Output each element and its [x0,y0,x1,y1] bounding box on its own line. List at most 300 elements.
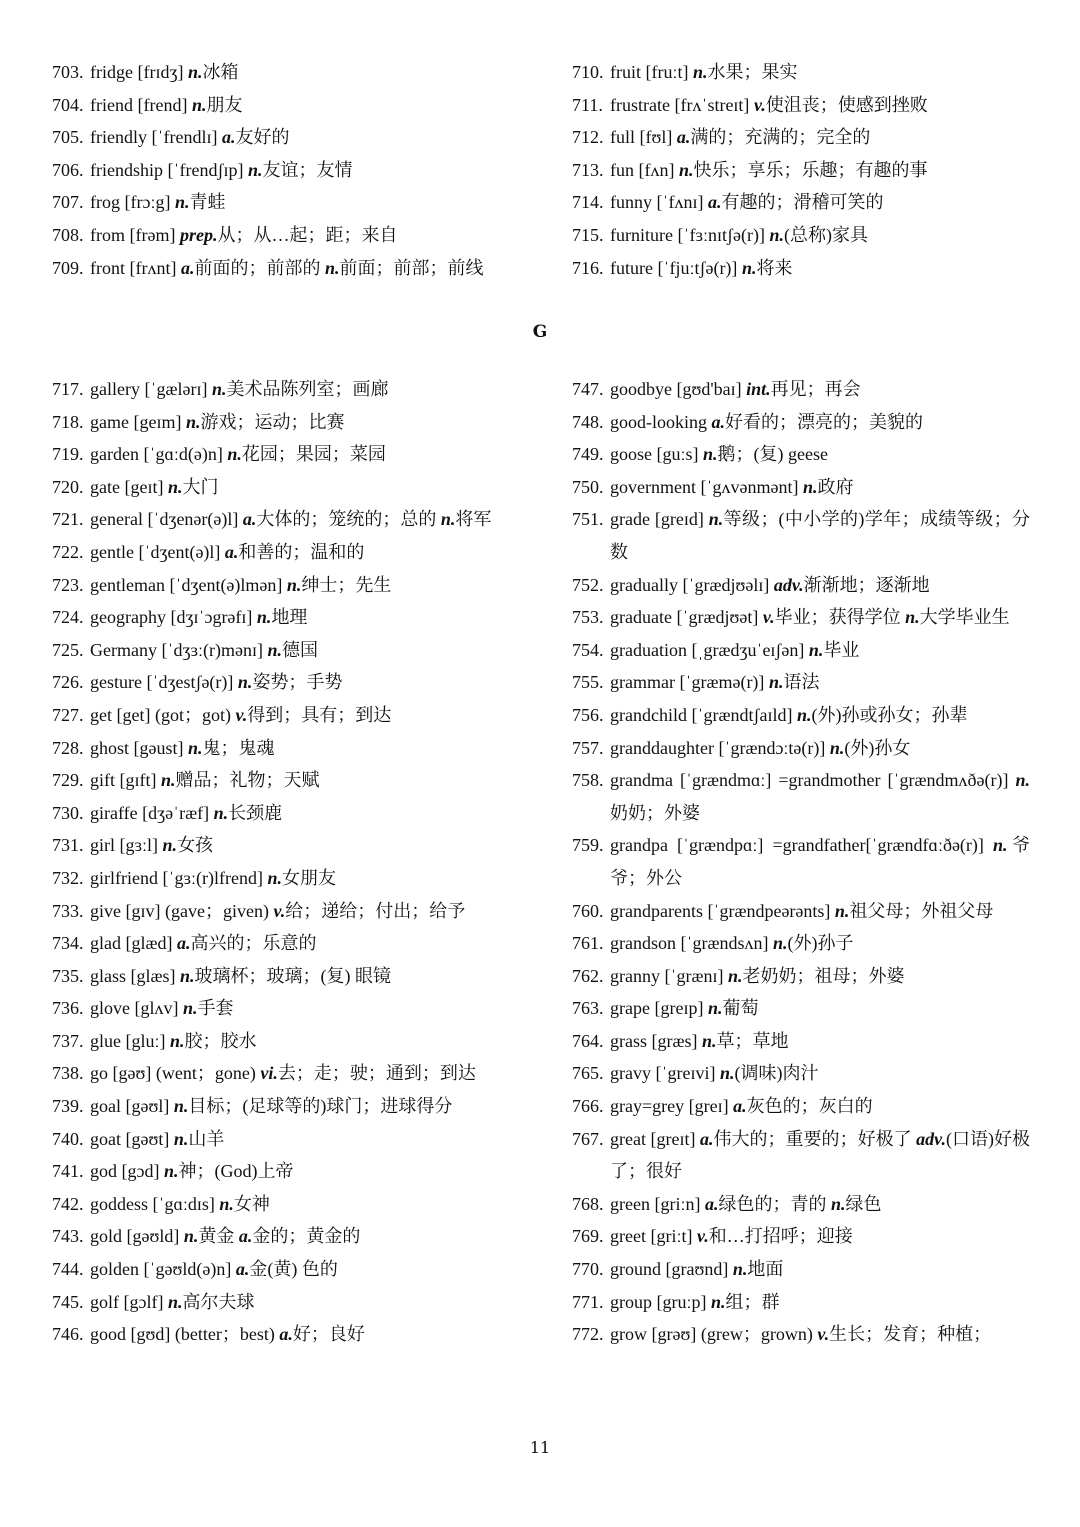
definition-text: 给；递给；付出；给予 [285,900,466,921]
entry-item [52,829,508,862]
part-of-speech: a. [224,541,239,562]
entry-number: 723. [52,574,84,595]
definition-text: 女朋友 [282,867,336,888]
entry-number: 711. [572,94,603,115]
entry-item [52,438,508,471]
entry-word-phonetic: ghost [gəust] [90,737,188,758]
entry-word-phonetic: grandchild [ˈgrændtʃaɪld] [610,704,797,725]
definition-text: 政府 [817,476,854,497]
entry-item [572,601,1030,634]
entry-word-phonetic: fun [fʌn] [610,159,679,180]
definition-text: 渐渐地；逐渐地 [803,574,930,595]
definition-text: 将军 [455,509,492,530]
entry-number: 758. [572,770,604,791]
definition-text: 黄金 [198,1226,239,1247]
entry-number: 735. [52,965,84,986]
definition-text: 好看的；漂亮的；美貌的 [725,411,923,432]
entry-word-phonetic: great [greɪt] [610,1128,700,1149]
entry-word-phonetic: grammar [ˈgræmə(r)] [610,672,769,693]
entry-item [52,732,508,765]
definition-text: 青蛙 [189,192,226,213]
entry-item [52,1090,508,1123]
part-of-speech: a. [704,1193,719,1214]
entry-number: 747. [572,379,604,399]
entry-item [52,219,508,252]
entry-number: 761. [572,933,604,954]
definition-text: 语法 [783,672,820,693]
section-heading: G [532,322,548,342]
part-of-speech: n. [160,770,176,791]
part-of-speech: a. [242,509,257,530]
part-of-speech: n. [267,867,282,888]
entry-item [52,536,508,569]
entry-item [572,927,1030,960]
entry-number: 740. [52,1128,84,1149]
entry-number: 742. [52,1193,84,1214]
part-of-speech: n. [188,737,203,758]
entry-item [52,503,508,536]
part-of-speech: n. [727,965,743,986]
definition-text: 前面的；前部的 [194,257,325,278]
entry-word-phonetic: graduation [ˌgrædʒuˈeɪʃən] [610,639,809,660]
entry-item [572,634,1030,667]
definition-text: 绿色 [845,1193,882,1214]
entry-number: 718. [52,411,84,432]
part-of-speech: n. [247,159,263,180]
definition-text: 游戏；运动；比赛 [200,411,345,432]
entry-number: 771. [572,1291,604,1312]
entry-number: 715. [572,224,604,245]
entry-word-phonetic: gentleman [ˈdʒent(ə)lmən] [90,574,287,595]
part-of-speech: n. [678,159,694,180]
entry-number: 710. [572,62,604,82]
entry-number: 767. [572,1128,604,1149]
entry-number: 712. [572,127,604,148]
entry-word-phonetic: girlfriend [ˈgɜː(r)lfrend] [90,867,268,888]
entry-word-phonetic: gravy [ˈgreɪvi] [610,1063,720,1084]
part-of-speech: n. [286,574,302,595]
definition-text: 姿势；手势 [252,672,343,693]
entry-item [572,829,1030,894]
definition-text: 和…打招呼；迎接 [708,1226,853,1247]
part-of-speech: a. [238,1226,253,1247]
definition-text: 大体的；笼统的；总的 [256,509,441,530]
definition-text: 高尔夫球 [182,1291,255,1312]
entry-number: 734. [52,933,84,954]
entry-number: 743. [52,1226,84,1247]
entry-word-phonetic: granddaughter [ˈgrændɔːtə(r)] [610,737,830,758]
definition-text: 花园；果园；菜园 [241,444,386,465]
entry-word-phonetic: grass [græs] [610,1030,702,1051]
entry-word-phonetic: full [fʊl] [610,127,677,148]
entry-item [572,895,1030,928]
entry-number: 736. [52,998,84,1019]
part-of-speech: n. [174,192,190,213]
part-of-speech: n. [162,835,178,856]
entry-word-phonetic: game [geɪm] [90,411,186,432]
part-of-speech: n. [167,1291,183,1312]
definition-text: 满的；充满的；完全的 [690,127,871,148]
entry-item [52,56,508,89]
entry-word-phonetic: golden [ˈgəʊld(ə)n] [90,1259,236,1280]
part-of-speech: n. [211,379,227,399]
entry-word-phonetic: geography [dʒɪˈɔgrəfɪ] [90,607,257,628]
part-of-speech: n. [324,257,340,278]
part-of-speech: n. [834,900,850,921]
entry-number: 704. [52,94,84,115]
entry-number: 760. [572,900,604,921]
entry-item [52,1318,508,1351]
entry-number: 731. [52,835,84,856]
entry-item [52,895,508,928]
entry-number: 770. [572,1259,604,1280]
entry-word-phonetic: future [ˈfjuːtʃə(r)] [610,257,742,278]
part-of-speech: adv. [916,1128,946,1149]
part-of-speech: n. [710,1291,726,1312]
entry-word-phonetic: good-looking [610,411,712,432]
part-of-speech: n. [169,1030,185,1051]
entry-item [572,89,1030,122]
part-of-speech: a. [235,1259,250,1280]
entry-item [572,992,1030,1025]
definition-text: 将来 [756,257,793,278]
definition-text: 灰色的；灰白的 [746,1096,873,1117]
entry-number: 748. [572,411,604,432]
entry-item [52,1057,508,1090]
entry-word-phonetic: frustrate [frʌˈstreɪt] [610,94,754,115]
entry-item [572,1318,1030,1351]
entry-number: 745. [52,1291,84,1312]
entry-item [572,1025,1030,1058]
part-of-speech: n. [768,672,784,693]
entry-item [52,186,508,219]
part-of-speech: n. [191,94,207,115]
entry-number: 751. [572,509,604,530]
entry-item [52,1253,508,1286]
entry-number: 765. [572,1063,604,1084]
entry-number: 717. [52,379,84,399]
part-of-speech: a. [221,127,236,148]
definition-text: 高兴的；乐意的 [190,933,317,954]
entry-number: 762. [572,965,604,986]
entry-item [572,219,1030,252]
entry-word-phonetic: garden [ˈgɑːd(ə)n] [90,444,228,465]
entry-item [572,503,1030,568]
part-of-speech: v. [235,704,248,725]
entry-number: 719. [52,444,84,465]
entry-item [52,764,508,797]
entry-item [572,438,1030,471]
entry-word-phonetic: greet [griːt] [610,1226,697,1247]
definition-text: 美术品陈列室；画廊 [226,379,389,399]
definition-text: (外)孙女 [844,737,911,758]
entry-word-phonetic: ground [graʊnd] [610,1259,733,1280]
entry-number: 757. [572,737,604,758]
entry-number: 755. [572,672,604,693]
entry-number: 716. [572,257,604,278]
entry-word-phonetic: goose [guːs] [610,444,703,465]
entry-item [572,1286,1030,1319]
definition-text: 胶；胶水 [184,1030,257,1051]
part-of-speech: n. [796,704,812,725]
entry-number: 721. [52,509,84,530]
entry-word-phonetic: glove [glʌv] [90,998,183,1019]
entry-item [52,373,508,406]
entry-item [572,732,1030,765]
part-of-speech: n. [702,1030,717,1051]
entry-item [52,699,508,732]
entry-word-phonetic: friendship [ˈfrendʃɪp] [90,159,248,180]
definition-text: 葡萄 [722,998,759,1019]
entry-word-phonetic: girl [gɜːl] [90,835,163,856]
entry-number: 739. [52,1096,84,1117]
entry-number: 752. [572,574,604,595]
entry-number: 708. [52,224,84,245]
part-of-speech: n. [182,998,198,1019]
part-of-speech: adv. [773,574,804,595]
entry-number: 725. [52,639,84,660]
part-of-speech: n. [227,444,242,465]
entry-word-phonetic: glass [glæs] [90,965,180,986]
entry-item [572,1188,1030,1221]
entry-word-phonetic: gray=grey [greɪ] [610,1096,734,1117]
entry-number: 720. [52,476,84,497]
part-of-speech: n. [173,1096,189,1117]
entry-number: 729. [52,770,84,791]
part-of-speech: v. [273,900,286,921]
entry-number: 706. [52,159,84,180]
entry-word-phonetic: front [frʌnt] [90,257,181,278]
entry-item [572,1090,1030,1123]
entry-word-phonetic: giraffe [dʒəˈræf] [90,802,214,823]
entry-number: 763. [572,998,604,1019]
entry-item [52,406,508,439]
entry-item [52,666,508,699]
entry-item [572,56,1030,89]
definition-text: 友谊；友情 [262,159,353,180]
entry-number: 730. [52,802,84,823]
entry-number: 705. [52,127,84,148]
entry-number: 772. [572,1324,604,1345]
part-of-speech: n. [692,62,708,82]
definition-text: (外)孙子 [787,933,854,954]
entry-item [52,471,508,504]
entry-item [572,1220,1030,1253]
definition-text: 从；从…起；距；来自 [217,224,398,245]
entry-word-phonetic: gift [gɪft] [90,770,161,791]
entry-word-phonetic: gradually [ˈgrædjʊəlɪ] [610,574,774,595]
definition-text: 毕业 [823,639,860,660]
entry-word-phonetic: graduate [ˈgrædjʊət] [610,607,763,628]
definition-text: 德国 [282,639,318,660]
entry-number: 753. [572,607,604,628]
part-of-speech: n. [708,509,724,530]
entry-number: 756. [572,704,604,725]
definition-text: 祖父母；外祖父母 [849,900,994,921]
entry-word-phonetic: general [ˈdʒenər(ə)l] [90,509,243,530]
entry-word-phonetic: go [gəʊ] (went；gone) [90,1063,261,1084]
entry-number: 750. [572,476,604,497]
definition-text: 女神 [233,1193,270,1214]
definition-text: 再见；再会 [770,379,861,399]
part-of-speech: a. [711,411,725,432]
entry-number: 726. [52,672,84,693]
part-of-speech: a. [279,1324,293,1345]
entry-item [572,1123,1030,1188]
entry-word-phonetic: gesture [ˈdʒestʃə(r)] [90,672,238,693]
entry-word-phonetic: goddess [ˈgɑːdɪs] [90,1193,220,1214]
entry-item [52,960,508,993]
entry-number: 759. [572,835,604,856]
definition-text: 女孩 [177,835,214,856]
entry-word-phonetic: grow [grəʊ] (grew；grown) [610,1324,818,1345]
entry-item [52,992,508,1025]
definition-text: 鬼；鬼魂 [202,737,275,758]
entries-column-top-left [52,56,508,284]
entry-item [52,797,508,830]
definition-text: 生长；发育；种植； [829,1324,992,1345]
definition-text: 老奶奶；祖母；外婆 [742,965,905,986]
part-of-speech: n. [830,1193,846,1214]
entry-number: 738. [52,1063,84,1084]
entry-item [52,89,508,122]
part-of-speech: n. [769,224,784,245]
entry-item [52,862,508,895]
entry-word-phonetic: fridge [frɪdʒ] [90,62,188,82]
entry-item [572,960,1030,993]
definition-text: 手套 [197,998,234,1019]
definition-text: (调味)肉汁 [734,1063,819,1084]
definition-text: 大学毕业生 [919,607,1010,628]
definition-text: 快乐；享乐；乐趣；有趣的事 [693,159,928,180]
definition-text: 等级；(中小学的)学年；成绩等级；分数 [610,509,1030,562]
definition-text: (口语)好极了；很好 [610,1128,1031,1182]
part-of-speech: n. [741,257,757,278]
entry-word-phonetic: gentle [ˈdʒent(ə)l] [90,541,225,562]
entry-word-phonetic: glad [glæd] [90,933,177,954]
part-of-speech: n. [183,1226,199,1247]
entries-column-top-right [572,56,1030,284]
part-of-speech: n. [180,965,195,986]
part-of-speech: n. [802,476,818,497]
definition-text: (总称)家具 [784,224,868,245]
entry-word-phonetic: funny [ˈfʌnɪ] [610,192,708,213]
part-of-speech: n. [267,639,282,660]
entry-item [52,252,508,285]
part-of-speech: vi. [260,1063,278,1084]
entry-number: 741. [52,1161,84,1182]
entry-item [572,406,1030,439]
entry-word-phonetic: grandparents [ˈgrændpeərənts] [610,900,835,921]
part-of-speech: a. [707,192,722,213]
part-of-speech: n. [256,607,272,628]
definition-text: 奶奶；外婆 [610,802,700,823]
definition-text: (外)孙或孙女；孙辈 [811,704,968,725]
part-of-speech: n. [187,62,203,82]
definition-text: 水果；果实 [707,62,798,82]
entry-word-phonetic: grape [greɪp] [610,998,708,1019]
entry-word-phonetic: furniture [ˈfɜːnɪtʃə(r)] [610,224,770,245]
part-of-speech: v. [696,1226,709,1247]
entry-item [52,634,508,667]
definition-text: 使沮丧；使感到挫败 [765,94,928,115]
entry-word-phonetic: government [ˈgʌvənmənt] [610,476,803,497]
part-of-speech: n. [173,1128,189,1149]
part-of-speech: n. [213,802,229,823]
definition-text: 好；良好 [292,1324,365,1345]
entry-word-phonetic: from [frəm] [90,224,180,245]
entry-number: 749. [572,444,604,465]
entry-word-phonetic: green [griːn] [610,1193,705,1214]
definition-text: 草；草地 [716,1030,789,1051]
entry-number: 766. [572,1096,604,1117]
definition-text: 伟大的；重要的；好极了 [713,1128,917,1149]
entry-word-phonetic: friend [frend] [90,94,192,115]
entries-column-bottom-left [52,373,508,1351]
entry-number: 707. [52,192,84,213]
part-of-speech: n. [703,444,718,465]
definition-text: 金(黄) 色的 [249,1259,338,1280]
definition-text: 鹅；(复) geese [717,444,828,465]
entry-number: 737. [52,1030,84,1051]
entry-number: 746. [52,1324,84,1345]
definition-text: 金的；黄金的 [252,1226,361,1247]
entry-number: 713. [572,159,604,180]
definition-text: 目标；(足球等的)球门；进球得分 [188,1096,453,1117]
entry-item [572,154,1030,187]
entry-word-phonetic: golf [gɔlf] [90,1291,168,1312]
entry-number: 722. [52,541,84,562]
part-of-speech: a. [676,127,691,148]
entry-item [572,569,1030,602]
entry-word-phonetic: Germany [ˈdʒɜː(r)mənɪ] [90,639,268,660]
definition-text: 冰箱 [202,62,239,82]
entry-item [572,252,1030,285]
part-of-speech: a. [733,1096,747,1117]
definition-text: 爷爷；外公 [610,835,1031,888]
entry-number: 703. [52,62,84,82]
part-of-speech: n. [808,639,824,660]
entry-number: 764. [572,1030,604,1051]
entry-item [572,471,1030,504]
entry-item [572,666,1030,699]
entry-item [52,1286,508,1319]
entry-number: 727. [52,704,84,725]
part-of-speech: n. [905,607,920,628]
part-of-speech: v. [817,1324,830,1345]
definition-text: 前面；前部；前线 [339,257,484,278]
part-of-speech: a. [177,933,191,954]
entry-number: 732. [52,867,84,888]
entry-number: 769. [572,1226,604,1247]
part-of-speech: a. [699,1128,714,1149]
entry-word-phonetic: gate [geɪt] [90,476,168,497]
definition-text: 去；走；驶；通到；到达 [277,1063,476,1084]
definition-text: 玻璃杯；玻璃；(复) 眼镜 [194,965,392,986]
part-of-speech: n. [167,476,183,497]
entry-item [52,927,508,960]
entry-word-phonetic: friendly [ˈfrendlɪ] [90,127,222,148]
entry-word-phonetic: fruit [fruːt] [610,62,693,82]
part-of-speech: n. [237,672,253,693]
entry-word-phonetic: good [gʊd] (better；best) [90,1324,280,1345]
entry-item [572,1057,1030,1090]
definition-text: 赠品；礼物；天赋 [175,770,320,791]
entry-item [52,1220,508,1253]
entry-word-phonetic: frog [frɔːg] [90,192,175,213]
entry-number: 754. [572,639,604,660]
entry-word-phonetic: grandson [ˈgrændsʌn] [610,933,773,954]
